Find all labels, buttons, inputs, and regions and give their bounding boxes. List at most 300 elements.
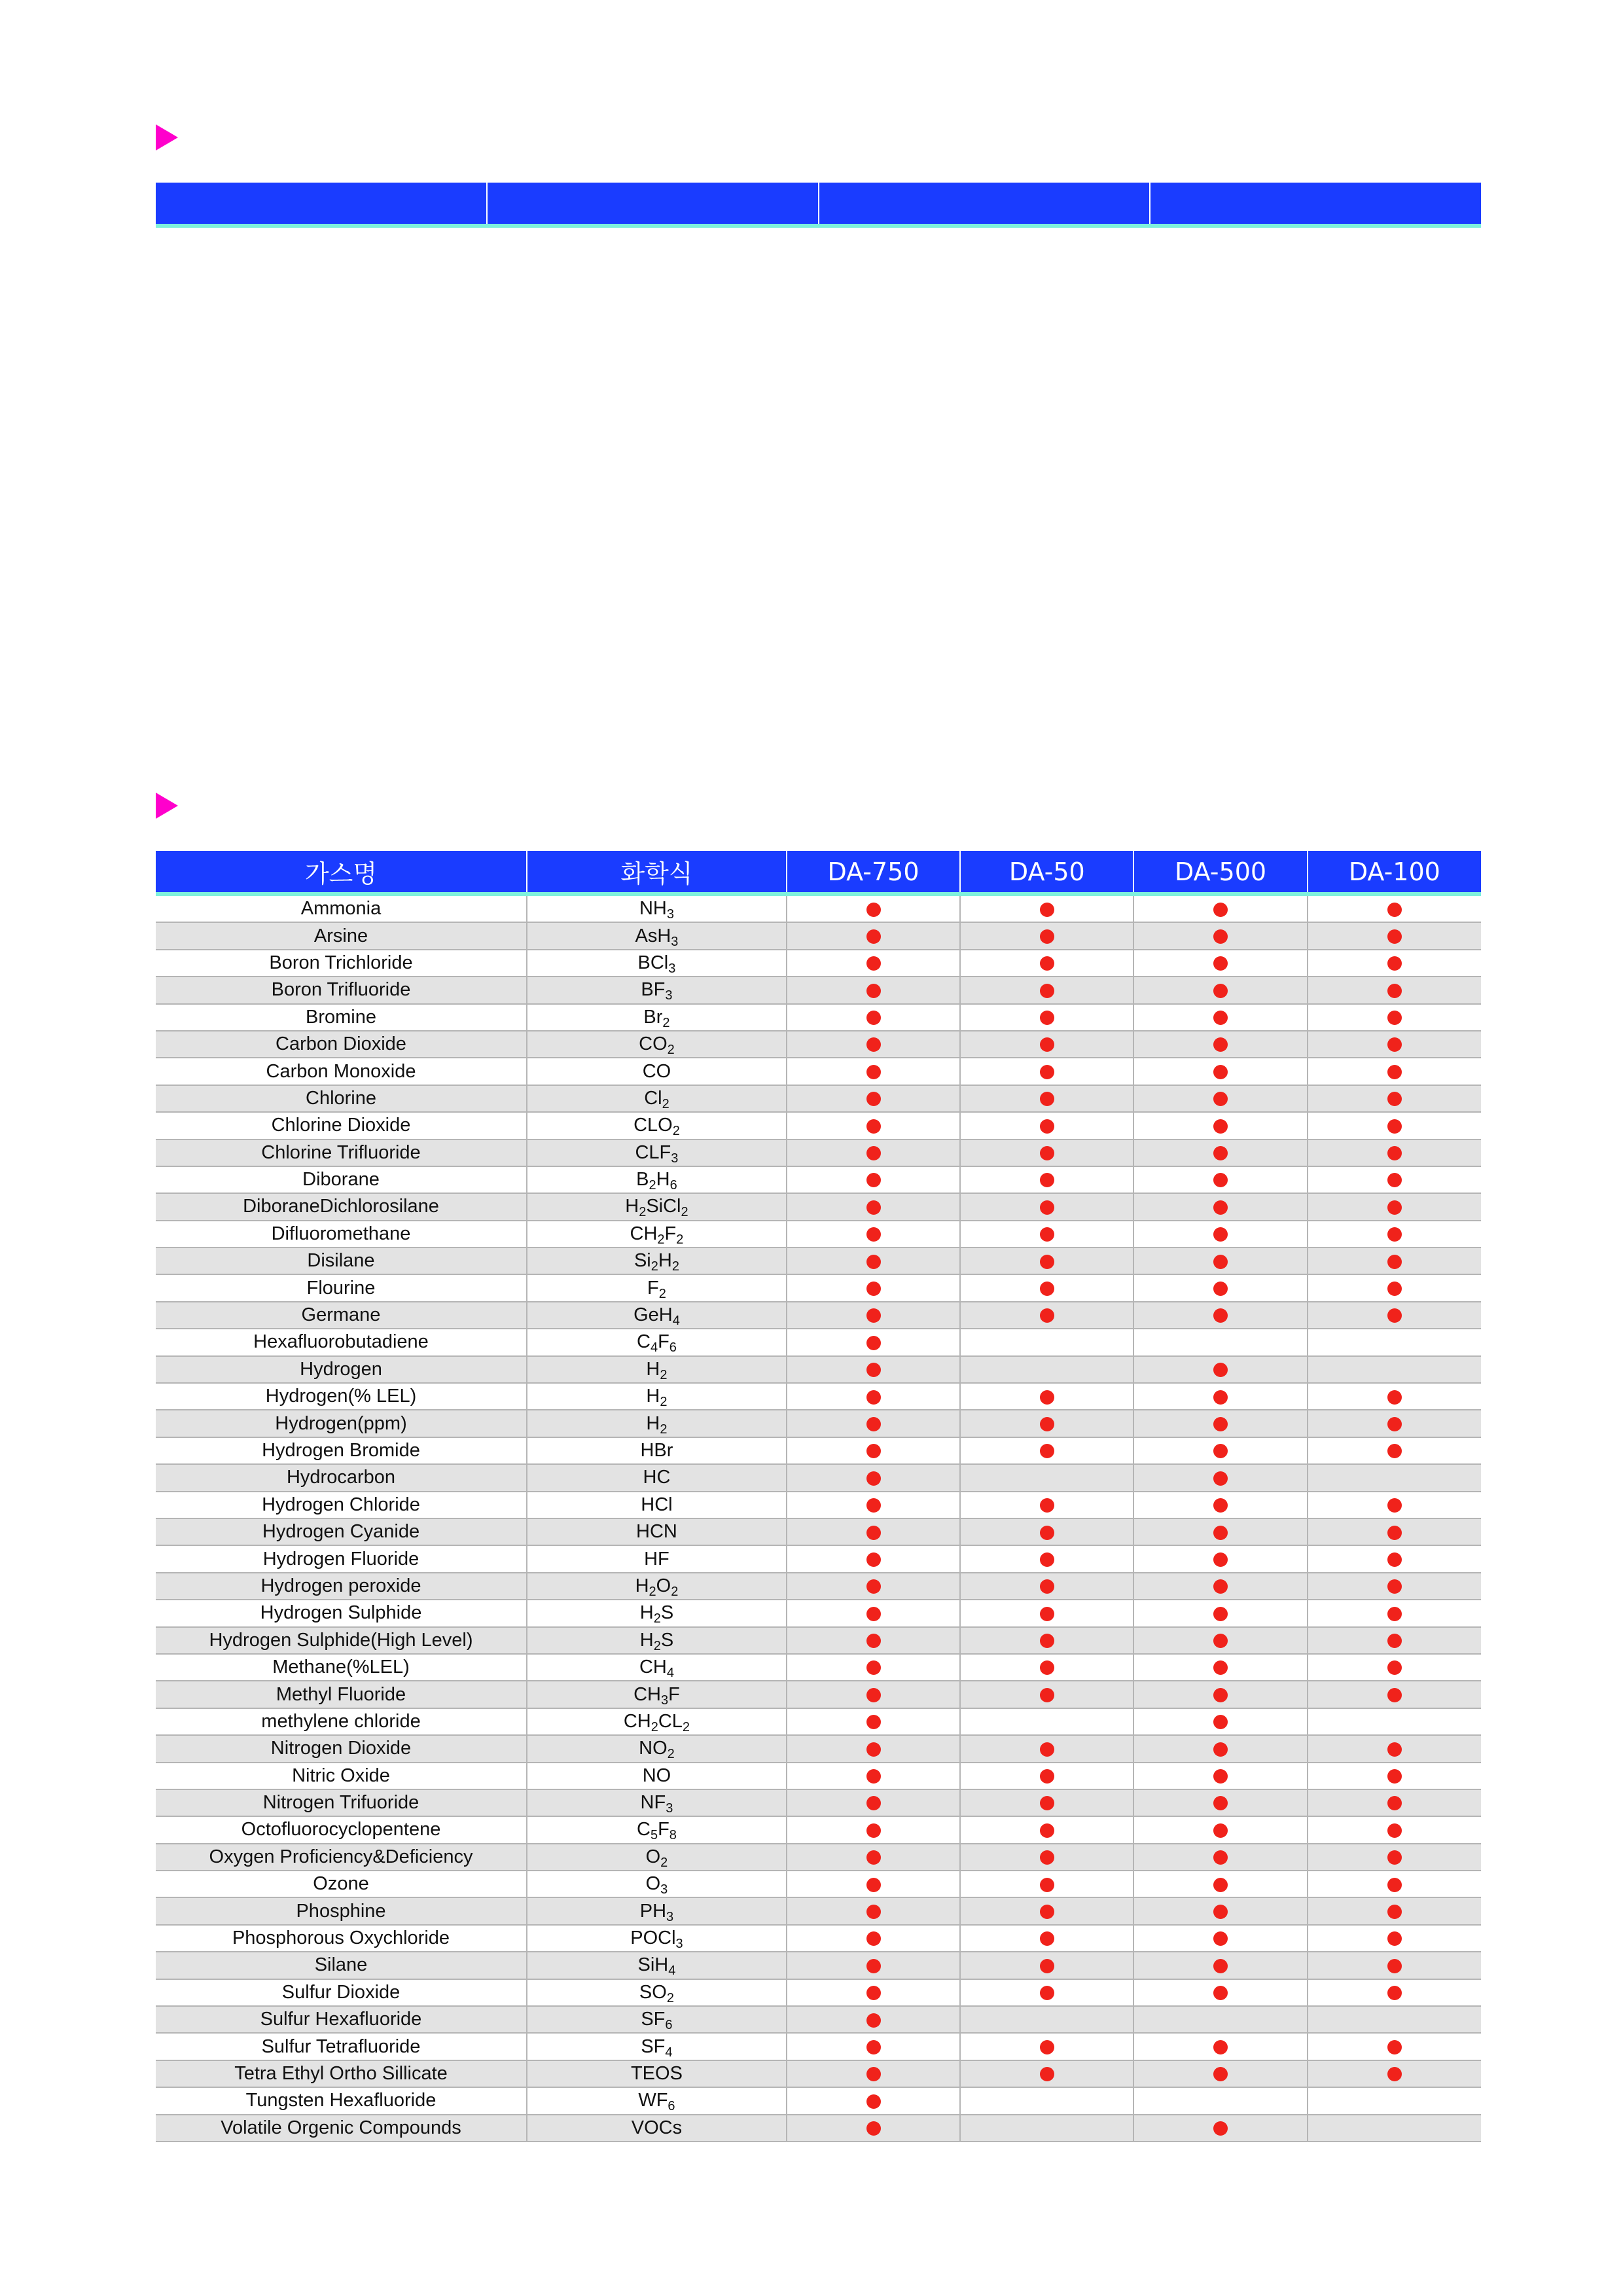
supported-dot-icon [1213,1417,1228,1431]
support-cell-da-50 [960,1952,1133,1979]
support-cell-da-50 [960,1708,1133,1735]
support-cell-da-100 [1308,1112,1481,1139]
support-cell-da-500 [1133,2087,1307,2114]
support-cell-da-500 [1133,1437,1307,1464]
supported-dot-icon [866,1660,881,1675]
supported-dot-icon [1387,1092,1402,1106]
supported-dot-icon [866,1471,881,1486]
support-cell-da-750 [787,1356,960,1383]
supported-dot-icon [866,1986,881,2000]
table-row [156,1600,1481,1626]
support-cell-da-50 [960,2060,1133,2087]
support-cell-da-50 [960,2033,1133,2060]
supported-dot-icon [1040,1065,1054,1079]
support-cell-da-50 [960,1274,1133,1301]
supported-dot-icon [1387,2040,1402,2054]
supported-dot-icon [1040,1498,1054,1513]
supported-dot-icon [866,1634,881,1648]
gas-name-cell: Volatile Orgenic Compounds [156,2115,527,2142]
supported-dot-icon [866,1769,881,1784]
gas-name-cell: Sulfur Hexafluoride [156,2006,527,2033]
support-cell-da-50 [960,1356,1133,1383]
supported-dot-icon [1387,984,1402,998]
support-cell-da-100 [1308,1708,1481,1735]
support-cell-da-750 [787,894,960,922]
support-cell-da-500 [1133,1329,1307,1355]
table-row [156,1518,1481,1545]
table-row [156,1735,1481,1762]
table-row [156,1383,1481,1410]
support-cell-da-100 [1308,2060,1481,2087]
support-cell-da-750 [787,1112,960,1139]
gas-name-cell: Phosphorous Oxychloride [156,1925,527,1952]
table-row [156,1654,1481,1681]
gas-name-cell: Germane [156,1302,527,1329]
support-cell-da-50 [960,1897,1133,1924]
gas-name-cell: Hydrogen Bromide [156,1437,527,1464]
supported-dot-icon [1040,984,1054,998]
support-cell-da-50 [960,2115,1133,2142]
supported-dot-icon [1213,1579,1228,1594]
table-row [156,1464,1481,1491]
header-formula [1150,183,1481,226]
gas-name-cell: Silane [156,1952,527,1979]
gas-name-cell: Hydrogen Cyanide [156,1518,527,1545]
supported-dot-icon [866,2040,881,2054]
supported-dot-icon [1213,1390,1228,1405]
table-row [156,2033,1481,2060]
header-formula [487,183,818,226]
supported-dot-icon [1213,1823,1228,1838]
gas-name-cell: Hydrogen Chloride [156,1492,527,1518]
support-cell-da-100 [1308,1464,1481,1491]
table-row [156,1247,1481,1274]
gas-name-cell: Arsine [156,922,527,949]
support-cell-da-50 [960,2087,1133,2114]
table-row [156,1058,1481,1085]
support-cell-da-500 [1133,1545,1307,1572]
supported-dot-icon [1387,1011,1402,1025]
table-row [156,1545,1481,1572]
gas-name-cell: Diborane [156,1166,527,1193]
supported-dot-icon [866,1011,881,1025]
table-row [156,1573,1481,1600]
support-cell-da-500 [1133,1708,1307,1735]
support-cell-da-50 [960,1004,1133,1031]
supported-dot-icon [1040,1119,1054,1134]
supported-dot-icon [1040,1390,1054,1405]
support-cell-da-50 [960,1735,1133,1762]
support-cell-da-750 [787,1383,960,1410]
support-cell-da-750 [787,1058,960,1085]
support-cell-da-500 [1133,2006,1307,2033]
supported-dot-icon [866,1850,881,1865]
support-cell-da-50 [960,2006,1133,2033]
support-cell-da-100 [1308,1139,1481,1166]
gas-name-cell: Methyl Fluoride [156,1681,527,1708]
supported-dot-icon [866,1146,881,1160]
support-cell-da-100 [1308,1085,1481,1112]
support-cell-da-500 [1133,1897,1307,1924]
supported-dot-icon [1213,1634,1228,1648]
supported-dot-icon [1387,1282,1402,1296]
table-row [156,1708,1481,1735]
support-cell-da-500 [1133,2033,1307,2060]
supported-dot-icon [1213,1173,1228,1187]
support-cell-da-500 [1133,977,1307,1003]
support-cell-da-750 [787,1735,960,1762]
support-cell-da-500 [1133,1058,1307,1085]
table-row [156,1952,1481,1979]
support-cell-da-50 [960,1573,1133,1600]
supported-dot-icon [1040,1308,1054,1323]
supported-dot-icon [1040,1092,1054,1106]
support-cell-da-100 [1308,1979,1481,2006]
formula-cell: $CH_2CL_2$ [527,1708,787,1735]
gas-name-cell: Chlorine Trifluoride [156,1139,527,1166]
support-cell-da-50 [960,1410,1133,1437]
support-cell-da-50 [960,1139,1133,1166]
support-cell-da-100 [1308,950,1481,977]
supported-dot-icon [1387,2067,1402,2081]
formula-cell: $BF_3$ [527,977,787,1003]
header-da-50: DA-50 [960,851,1133,894]
gas-name-cell: Nitrogen Dioxide [156,1735,527,1762]
table-row [156,1627,1481,1654]
support-cell-da-750 [787,1329,960,1355]
supported-dot-icon [1213,2040,1228,2054]
supported-dot-icon [866,1065,881,1079]
support-cell-da-500 [1133,1004,1307,1031]
supported-dot-icon [866,929,881,944]
formula-cell: $Si_2H_2$ [527,1247,787,1274]
table-row [156,1139,1481,1166]
supported-dot-icon [1040,1552,1054,1567]
supported-dot-icon [866,1742,881,1757]
support-cell-da-50 [960,1031,1133,1058]
supported-dot-icon [1213,1200,1228,1215]
support-cell-da-500 [1133,1383,1307,1410]
support-cell-da-100 [1308,1871,1481,1897]
formula-cell: $CH_3F$ [527,1681,787,1708]
support-cell-da-50 [960,922,1133,949]
header-da-100: DA-100 [1308,851,1481,894]
gas-name-cell: Difluoromethane [156,1221,527,1247]
support-cell-da-500 [1133,1221,1307,1247]
table-header-row [156,183,1481,226]
gas-name-cell: Boron Trichloride [156,950,527,977]
formula-cell: $NH_3$ [527,894,787,922]
formula-cell: $C_4F_6$ [527,1329,787,1355]
support-cell-da-750 [787,2033,960,2060]
support-cell-da-500 [1133,1356,1307,1383]
support-cell-da-50 [960,1329,1133,1355]
supported-dot-icon [1213,1363,1228,1377]
supported-dot-icon [1213,1255,1228,1269]
formula-cell: GeH$_4$ [527,1302,787,1329]
formula-cell: $B_2H_6$ [527,1166,787,1193]
supported-dot-icon [1387,1173,1402,1187]
support-cell-da-50 [960,1166,1133,1193]
support-cell-da-750 [787,1681,960,1708]
supported-dot-icon [1040,1526,1054,1540]
supported-dot-icon [1387,1146,1402,1160]
triangle-bullet-icon [156,793,178,819]
supported-dot-icon [866,1498,881,1513]
supported-dot-icon [1040,1200,1054,1215]
formula-cell: POCl$_3$ [527,1925,787,1952]
support-cell-da-750 [787,1166,960,1193]
formula-cell: $Cl_2$ [527,1085,787,1112]
support-cell-da-750 [787,1600,960,1626]
supported-dot-icon [1213,1959,1228,1973]
support-cell-da-100 [1308,894,1481,922]
supported-dot-icon [866,1037,881,1052]
gas-name-cell: Chlorine [156,1085,527,1112]
supported-dot-icon [866,2094,881,2109]
support-cell-da-500 [1133,2115,1307,2142]
support-cell-da-500 [1133,1302,1307,1329]
support-cell-da-100 [1308,1004,1481,1031]
support-cell-da-500 [1133,1654,1307,1681]
support-cell-da-50 [960,1058,1133,1085]
header-gas-name: 가스명 [156,851,527,894]
support-cell-da-500 [1133,1492,1307,1518]
support-cell-da-750 [787,1952,960,1979]
table-row [156,1329,1481,1355]
triangle-bullet-icon [156,124,178,151]
support-cell-da-750 [787,1654,960,1681]
supported-dot-icon [866,1363,881,1377]
support-cell-da-100 [1308,1573,1481,1600]
formula-cell: AsH$_3$ [527,922,787,949]
supported-dot-icon [1040,1986,1054,2000]
support-cell-da-500 [1133,1789,1307,1816]
supported-dot-icon [866,1200,881,1215]
supported-dot-icon [1040,2040,1054,2054]
formula-cell: $NF_3$ [527,1789,787,1816]
support-cell-da-50 [960,1681,1133,1708]
header-da-750: DA-750 [787,851,960,894]
supported-dot-icon [1213,1065,1228,1079]
supported-dot-icon [1213,956,1228,971]
gas-name-cell: Nitrogen Trifuoride [156,1789,527,1816]
formula-cell: $O_3$ [527,1871,787,1897]
formula-cell: $H_2$ [527,1410,787,1437]
supported-dot-icon [1387,1498,1402,1513]
support-cell-da-500 [1133,2060,1307,2087]
support-cell-da-500 [1133,1627,1307,1654]
supported-dot-icon [1387,1037,1402,1052]
support-cell-da-750 [787,1708,960,1735]
formula-cell: $CH_2F_2$ [527,1221,787,1247]
gas-name-cell: Hydrocarbon [156,1464,527,1491]
supported-dot-icon [866,1526,881,1540]
table-row [156,1979,1481,2006]
support-cell-da-50 [960,1763,1133,1789]
support-cell-da-500 [1133,1518,1307,1545]
supported-dot-icon [1387,1065,1402,1079]
supported-dot-icon [1213,1552,1228,1567]
supported-dot-icon [1387,1526,1402,1540]
supported-dot-icon [1213,1986,1228,2000]
supported-dot-icon [1040,1417,1054,1431]
supported-dot-icon [1213,1905,1228,1919]
supported-dot-icon [1387,1255,1402,1269]
support-cell-da-750 [787,1221,960,1247]
supported-dot-icon [866,956,881,971]
supported-dot-icon [1213,2121,1228,2136]
support-cell-da-750 [787,1871,960,1897]
support-cell-da-100 [1308,1789,1481,1816]
supported-dot-icon [1040,1579,1054,1594]
supported-dot-icon [1387,1552,1402,1567]
supported-dot-icon [1213,1146,1228,1160]
support-cell-da-750 [787,950,960,977]
support-cell-da-100 [1308,1763,1481,1789]
flammable-gas-table [156,183,1481,228]
gas-name-cell: Tungsten Hexafluoride [156,2087,527,2114]
formula-cell: $CLO_2$ [527,1112,787,1139]
support-cell-da-100 [1308,1816,1481,1843]
support-cell-da-750 [787,1844,960,1871]
support-cell-da-500 [1133,1952,1307,1979]
support-cell-da-100 [1308,1329,1481,1355]
supported-dot-icon [866,1878,881,1892]
support-cell-da-500 [1133,1031,1307,1058]
supported-dot-icon [1213,1688,1228,1702]
table-row [156,1274,1481,1301]
supported-dot-icon [866,1390,881,1405]
supported-dot-icon [1387,1905,1402,1919]
supported-dot-icon [866,2067,881,2081]
formula-cell: HF [527,1545,787,1572]
support-cell-da-50 [960,1545,1133,1572]
supported-dot-icon [1213,1660,1228,1675]
supported-dot-icon [1040,1607,1054,1621]
supported-dot-icon [866,1282,881,1296]
support-cell-da-50 [960,1437,1133,1464]
supported-dot-icon [866,1255,881,1269]
support-cell-da-50 [960,1816,1133,1843]
support-cell-da-500 [1133,922,1307,949]
formula-cell: $H_2$ [527,1356,787,1383]
support-cell-da-500 [1133,950,1307,977]
support-cell-da-500 [1133,1600,1307,1626]
support-cell-da-500 [1133,1410,1307,1437]
supported-dot-icon [1387,1742,1402,1757]
supported-dot-icon [1040,1878,1054,1892]
table-row [156,1356,1481,1383]
support-cell-da-50 [960,1844,1133,1871]
support-cell-da-50 [960,1193,1133,1220]
gas-name-cell: Hydrogen(% LEL) [156,1383,527,1410]
supported-dot-icon [866,1227,881,1242]
table-row [156,2060,1481,2087]
gas-name-cell: Hydrogen Sulphide [156,1600,527,1626]
gas-name-cell: Sulfur Dioxide [156,1979,527,2006]
formula-cell: $WF_6$ [527,2087,787,2114]
supported-dot-icon [866,1905,881,1919]
formula-cell: HBr [527,1437,787,1464]
support-cell-da-750 [787,1979,960,2006]
support-cell-da-750 [787,1139,960,1166]
section1-title [156,124,196,151]
table-row [156,1437,1481,1464]
header-formula: 화학식 [527,851,787,894]
support-cell-da-500 [1133,1816,1307,1843]
support-cell-da-750 [787,1085,960,1112]
supported-dot-icon [1040,1742,1054,1757]
table-row [156,1789,1481,1816]
table-row [156,922,1481,949]
support-cell-da-50 [960,1654,1133,1681]
formula-cell: VOCs [527,2115,787,2142]
formula-cell: $O_2$ [527,1844,787,1871]
support-cell-da-750 [787,1492,960,1518]
gas-name-cell: Methane(%LEL) [156,1654,527,1681]
table-row [156,1004,1481,1031]
formula-cell: HCN [527,1518,787,1545]
formula-cell: $SO_2$ [527,1979,787,2006]
support-cell-da-500 [1133,1681,1307,1708]
formula-cell: $PH_3$ [527,1897,787,1924]
supported-dot-icon [866,1444,881,1458]
support-cell-da-50 [960,1925,1133,1952]
support-cell-da-750 [787,1627,960,1654]
gas-name-cell: Carbon Dioxide [156,1031,527,1058]
table-row [156,1302,1481,1329]
supported-dot-icon [1213,903,1228,917]
table-row [156,2087,1481,2114]
support-cell-da-100 [1308,1437,1481,1464]
supported-dot-icon [1040,1444,1054,1458]
supported-dot-icon [866,1552,881,1567]
formula-cell: $F_2$ [527,1274,787,1301]
gas-name-cell: Hydrogen Sulphide(High Level) [156,1627,527,1654]
gas-name-cell: Disilane [156,1247,527,1274]
support-cell-da-50 [960,1627,1133,1654]
table-row [156,894,1481,922]
formula-cell: $NO_2$ [527,1735,787,1762]
supported-dot-icon [1040,1634,1054,1648]
supported-dot-icon [1213,1769,1228,1784]
support-cell-da-100 [1308,1735,1481,1762]
support-cell-da-750 [787,1437,960,1464]
formula-cell: SiH$_4$ [527,1952,787,1979]
support-cell-da-100 [1308,1302,1481,1329]
support-cell-da-100 [1308,1952,1481,1979]
support-cell-da-500 [1133,1925,1307,1952]
formula-cell: $CH_4$ [527,1654,787,1681]
table-row [156,977,1481,1003]
formula-cell: HC [527,1464,787,1491]
gas-name-cell: Hydrogen peroxide [156,1573,527,1600]
support-cell-da-50 [960,950,1133,977]
support-cell-da-500 [1133,1573,1307,1600]
supported-dot-icon [1213,1498,1228,1513]
supported-dot-icon [1213,1011,1228,1025]
gas-name-cell: Oxygen Proficiency&Deficiency [156,1844,527,1871]
support-cell-da-50 [960,1789,1133,1816]
formula-cell: BCl$_3$ [527,950,787,977]
gas-name-cell: Chlorine Dioxide [156,1112,527,1139]
support-cell-da-50 [960,1302,1133,1329]
table-row [156,950,1481,977]
support-cell-da-100 [1308,1600,1481,1626]
support-cell-da-100 [1308,1654,1481,1681]
supported-dot-icon [1040,1227,1054,1242]
